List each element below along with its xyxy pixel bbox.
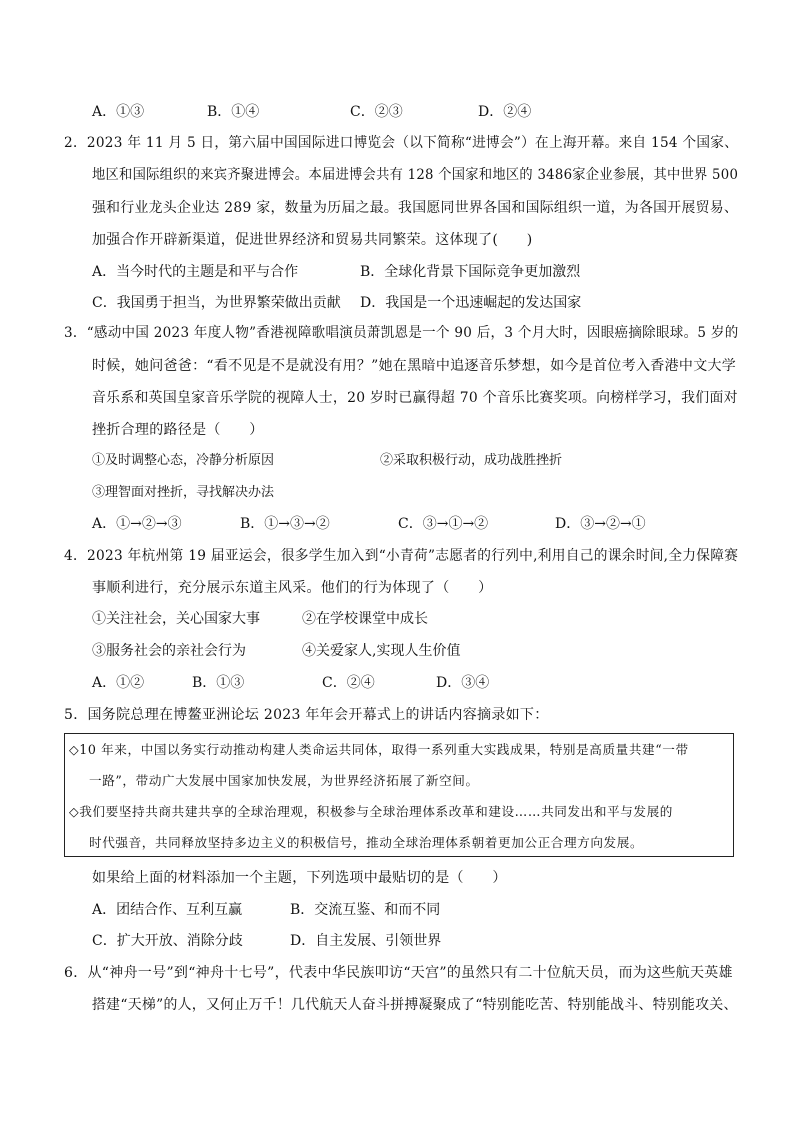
q3-stem-line: 挫折合理的路径是（ ） — [92, 422, 264, 438]
q3-stem-line: 3．“感动中国 2023 年度人物”香港视障歌唱演员萧凯恩是一个 90 后，3 个月大时，因眼癌摘除眼球。5 岁的 — [64, 325, 739, 341]
q3-option-b: B．①→③→② — [240, 516, 330, 532]
q5-question: 如果给上面的材料添加一个主题，下列选项中最贴切的是（ ） — [92, 870, 507, 886]
q1-option-b: B．①④ — [207, 104, 260, 120]
q4-item-3: ③服务社会的亲社会行为 — [92, 643, 246, 659]
q5-material-box — [64, 733, 734, 857]
q3-item-3: ③理智面对挫折，寻找解决办法 — [92, 485, 275, 500]
q3-option-c: C．③→①→② — [398, 516, 489, 532]
q2-stem-line: 加强合作开辟新渠道，促进世界经济和贸易共同繁荣。这体现了( ) — [92, 232, 533, 248]
q2-stem-line: 2．2023 年 11 月 5 日，第六届中国国际进口博览会（以下简称“进博会”）在上海开幕。来自 154 个国家、 — [64, 135, 739, 151]
q2-stem-line: 地区和国际组织的来宾齐聚进博会。本届进博会共有 128 个国家和地区的 3486家企业参展，其中世界 500 — [92, 167, 739, 183]
q2-stem-line: 强和行业龙头企业达 289 家，数量为历届之最。我国愿同世界各国和国际组织一道，为各国开展贸易、 — [92, 200, 739, 216]
q5-material-line: 一路”，带动广大发展中国家加快发展，为世界经济拓展了新空间。 — [89, 773, 479, 788]
q1-option-a: A．①③ — [92, 104, 145, 120]
q5-option-a: A．团结合作、互利互赢 — [92, 902, 243, 918]
q2-option-a: A．当今时代的主题是和平与合作 — [92, 264, 299, 280]
q1-option-d: D．②④ — [478, 104, 532, 120]
q3-option-d: D．③→②→① — [555, 516, 646, 532]
q5-option-c: C．扩大开放、消除分歧 — [92, 933, 243, 949]
q1-option-c: C．②③ — [350, 104, 403, 120]
q4-option-a: A．①② — [92, 675, 145, 691]
q5-material-line: ◇我们要坚持共商共建共享的全球治理观，积极参与全球治理体系改革和建设……共同发出和平与发展的 — [69, 804, 674, 819]
q2-option-c: C．我国勇于担当，为世界繁荣做出贡献 — [92, 295, 341, 311]
q3-stem-line: 时候，她问爸爸：“看不见是不是就没有用？”她在黑暗中追逐音乐梦想，如今是首位考入香港中文大学 — [92, 358, 737, 374]
q3-stem-line: 音乐系和英国皇家音乐学院的视障人士，20 岁时已赢得超 70 个音乐比赛奖项。向榜样学习，我们面对 — [92, 390, 738, 406]
q6-stem-line: 6．从“神舟一号”到“神舟十七号”，代表中华民族叩访“天宫”的虽然只有二十位航天员，而为这些航天英雄 — [64, 965, 733, 981]
q4-option-d: D．③④ — [436, 675, 490, 691]
q4-option-b: B．①③ — [192, 675, 245, 691]
q3-option-a: A．①→②→③ — [92, 516, 182, 532]
q5-material-line: 时代强音，共同释放坚持多边主义的积极信号，推动全球治理体系朝着更加公正合理方向发展。 — [89, 835, 644, 850]
q4-item-4: ④关爱家人,实现人生价值 — [302, 643, 461, 659]
q4-item-1: ①关注社会，关心国家大事 — [92, 611, 260, 627]
q5-option-d: D．自主发展、引领世界 — [290, 933, 442, 949]
q4-stem-line: 4．2023 年杭州第 19 届亚运会，很多学生加入到“小青荷”志愿者的行列中,利用自己的课余时间,全力保障赛 — [64, 548, 739, 564]
q3-item-1: ①及时调整心态，冷静分析原因 — [92, 453, 275, 468]
q4-stem-line: 事顺利进行，充分展示东道主风采。他们的行为体现了（ ） — [92, 580, 493, 596]
q4-option-c: C．②④ — [322, 675, 375, 691]
q2-option-b: B．全球化背景下国际竞争更加激烈 — [360, 264, 581, 280]
q4-item-2: ②在学校课堂中成长 — [302, 611, 428, 627]
q5-intro: 5．国务院总理在博鳌亚洲论坛 2023 年年会开幕式上的讲话内容摘录如下： — [64, 707, 549, 723]
q5-option-b: B．交流互鉴、和而不同 — [290, 902, 441, 918]
q5-material-line: ◇10 年来，中国以务实行动推动构建人类命运共同体，取得一系列重大实践成果，特别是高质量共建“一带 — [69, 742, 689, 757]
q3-item-2: ②采取积极行动，成功战胜挫折 — [380, 453, 563, 468]
q2-option-d: D．我国是一个迅速崛起的发达国家 — [360, 295, 582, 311]
q6-stem-line: 搭建“天梯”的人，又何止万千！几代航天人奋斗拼搏凝聚成了“特别能吃苦、特别能战斗、特别能攻关、 — [92, 997, 738, 1013]
